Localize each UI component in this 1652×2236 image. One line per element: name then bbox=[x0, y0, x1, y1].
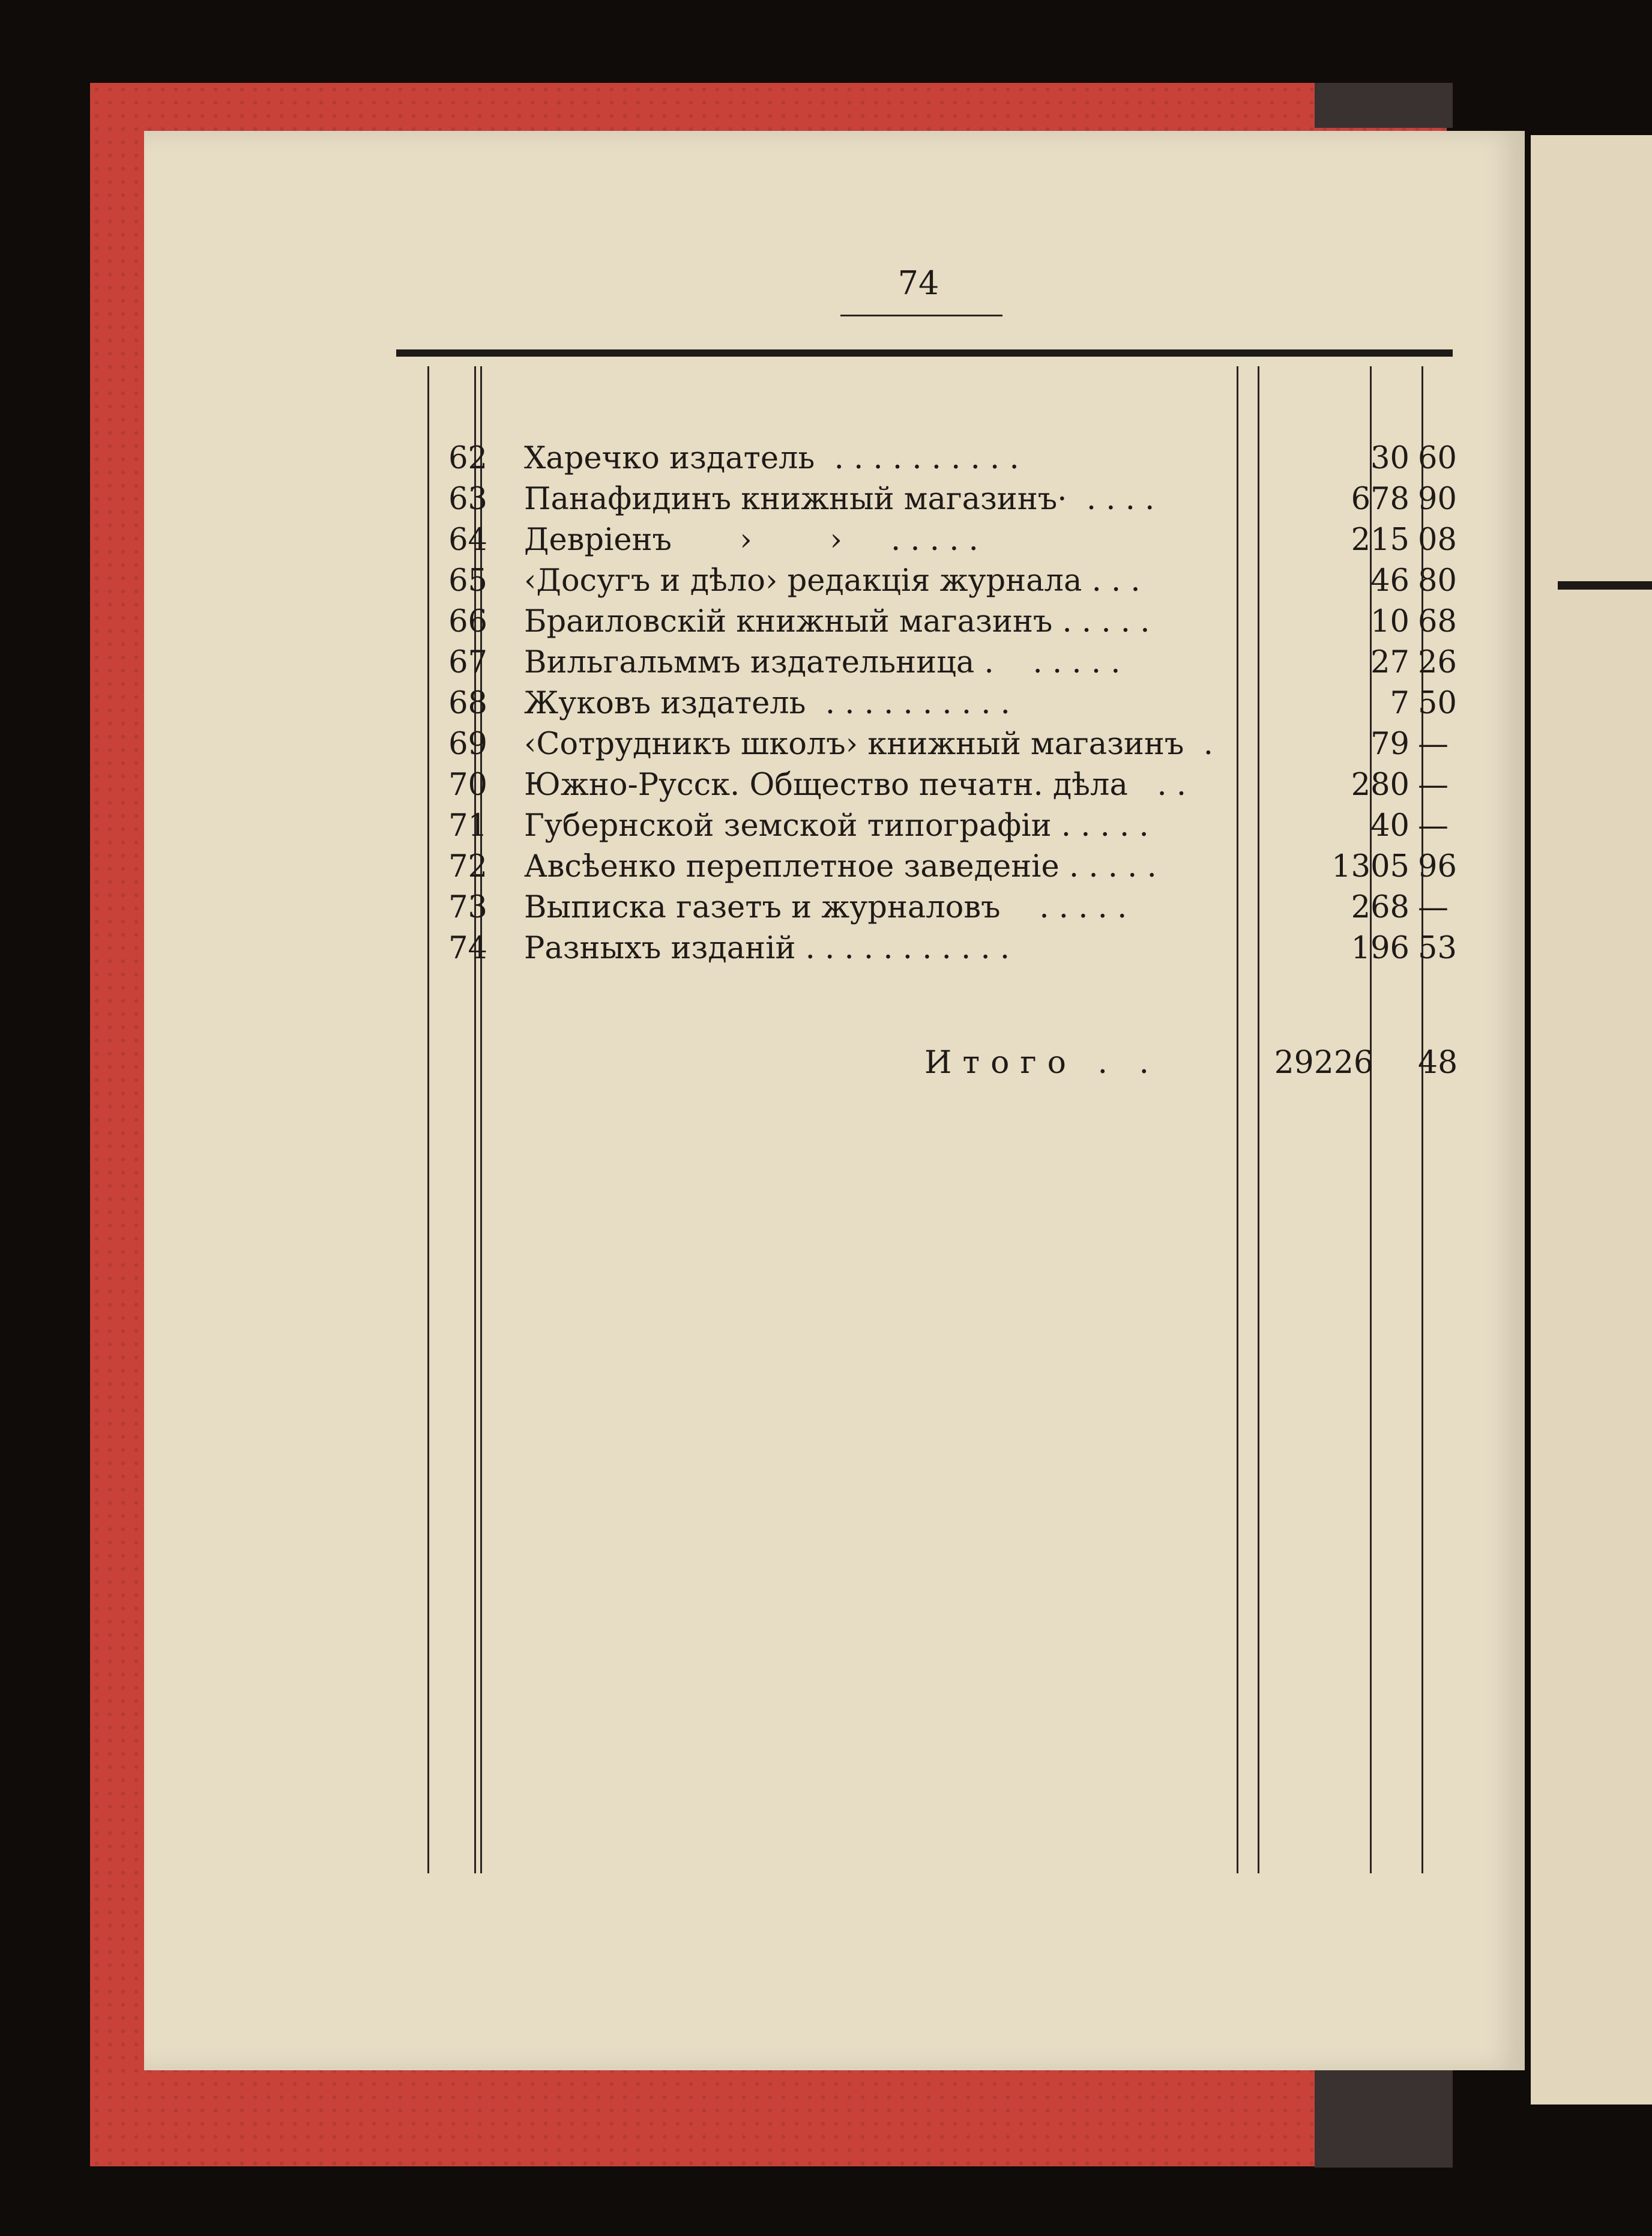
row-name: ‹Досугъ и дѣло› редакція журнала . . . bbox=[524, 563, 1141, 599]
row-number: 64 bbox=[448, 522, 487, 558]
row-kopecks: 60 bbox=[1418, 441, 1457, 476]
ledger-row bbox=[396, 849, 1457, 890]
row-name: Вильгальммъ издательница . . . . . . bbox=[524, 645, 1121, 680]
row-name: Губернской земской типографіи . . . . . bbox=[524, 808, 1149, 844]
row-name: Разныхъ изданій . . . . . . . . . . . bbox=[524, 931, 1010, 966]
total-kopecks: 48 bbox=[1418, 1045, 1458, 1081]
row-rubles: 196 bbox=[1351, 931, 1409, 966]
ledger-row bbox=[396, 522, 1457, 563]
row-number: 73 bbox=[448, 890, 487, 925]
row-rubles: 30 bbox=[1370, 441, 1409, 476]
row-number: 66 bbox=[448, 604, 487, 639]
ledger-row bbox=[396, 931, 1457, 971]
ledger-row bbox=[396, 604, 1457, 645]
row-number: 70 bbox=[448, 767, 487, 803]
row-number: 65 bbox=[448, 563, 487, 599]
row-kopecks: 50 bbox=[1418, 686, 1457, 721]
row-name: Жуковъ издатель . . . . . . . . . . bbox=[524, 686, 1010, 721]
row-rubles: 79 bbox=[1370, 727, 1409, 762]
ledger-row bbox=[396, 441, 1457, 482]
row-name: Харечко издатель . . . . . . . . . . bbox=[524, 441, 1019, 476]
row-kopecks: — bbox=[1418, 890, 1449, 925]
row-rubles: 678 bbox=[1351, 482, 1409, 517]
row-rubles: 46 bbox=[1370, 563, 1409, 599]
ledger-row bbox=[396, 808, 1453, 849]
row-name: Южно-Русск. Общество печатн. дѣла . . bbox=[524, 767, 1187, 803]
row-kopecks: 53 bbox=[1418, 931, 1457, 966]
page-number: 74 bbox=[897, 264, 939, 302]
row-name: Авсѣенко переплетное заведеніе . . . . . bbox=[524, 849, 1157, 884]
row-kopecks: 80 bbox=[1418, 563, 1457, 599]
ledger-row bbox=[396, 686, 1457, 727]
row-kopecks: — bbox=[1418, 808, 1449, 844]
ledger-row bbox=[396, 645, 1457, 686]
total-label: Итого . . bbox=[924, 1045, 1160, 1081]
ledger-row bbox=[396, 767, 1453, 808]
page-number-underline bbox=[840, 315, 1002, 316]
total-rubles: 29226 bbox=[1274, 1045, 1373, 1081]
ledger-row bbox=[396, 890, 1453, 931]
row-name: ‹Сотрудникъ школъ› книжный магазинъ . bbox=[524, 727, 1213, 762]
row-name: Девріенъ › › . . . . . bbox=[524, 522, 978, 558]
row-kopecks: 08 bbox=[1418, 522, 1457, 558]
ledger-rows bbox=[396, 441, 1457, 971]
ledger-row bbox=[396, 727, 1453, 767]
row-kopecks: — bbox=[1418, 727, 1449, 762]
ledger-row bbox=[396, 563, 1457, 604]
row-number: 69 bbox=[448, 727, 487, 762]
facing-page-rule bbox=[1558, 581, 1652, 590]
book-spine-bottom bbox=[1315, 2065, 1453, 2168]
row-name: Панафидинъ книжный магазинъ· . . . . bbox=[524, 482, 1155, 517]
row-name: Браиловскій книжный магазинъ . . . . . bbox=[524, 604, 1150, 639]
row-kopecks: 96 bbox=[1418, 849, 1457, 884]
row-kopecks: 26 bbox=[1418, 645, 1457, 680]
row-rubles: 40 bbox=[1370, 808, 1409, 844]
book-spine-top bbox=[1315, 83, 1453, 128]
row-number: 72 bbox=[448, 849, 487, 884]
row-rubles: 10 bbox=[1370, 604, 1409, 639]
row-rubles: 7 bbox=[1390, 686, 1409, 721]
facing-page-edge bbox=[1531, 135, 1652, 2105]
row-rubles: 1305 bbox=[1331, 849, 1409, 884]
row-rubles: 215 bbox=[1351, 522, 1409, 558]
row-rubles: 280 bbox=[1351, 767, 1409, 803]
row-name: Выписка газетъ и журналовъ . . . . . bbox=[524, 890, 1127, 925]
row-number: 63 bbox=[448, 482, 487, 517]
row-rubles: 27 bbox=[1370, 645, 1409, 680]
row-kopecks: 90 bbox=[1418, 482, 1457, 517]
row-number: 74 bbox=[448, 931, 487, 966]
row-kopecks: — bbox=[1418, 767, 1449, 803]
row-rubles: 268 bbox=[1351, 890, 1409, 925]
row-number: 67 bbox=[448, 645, 487, 680]
row-number: 62 bbox=[448, 441, 487, 476]
table-top-rule bbox=[396, 349, 1453, 357]
book-page bbox=[144, 131, 1525, 2070]
row-kopecks: 68 bbox=[1418, 604, 1457, 639]
row-number: 71 bbox=[448, 808, 487, 844]
ledger-row bbox=[396, 482, 1457, 522]
row-number: 68 bbox=[448, 686, 487, 721]
